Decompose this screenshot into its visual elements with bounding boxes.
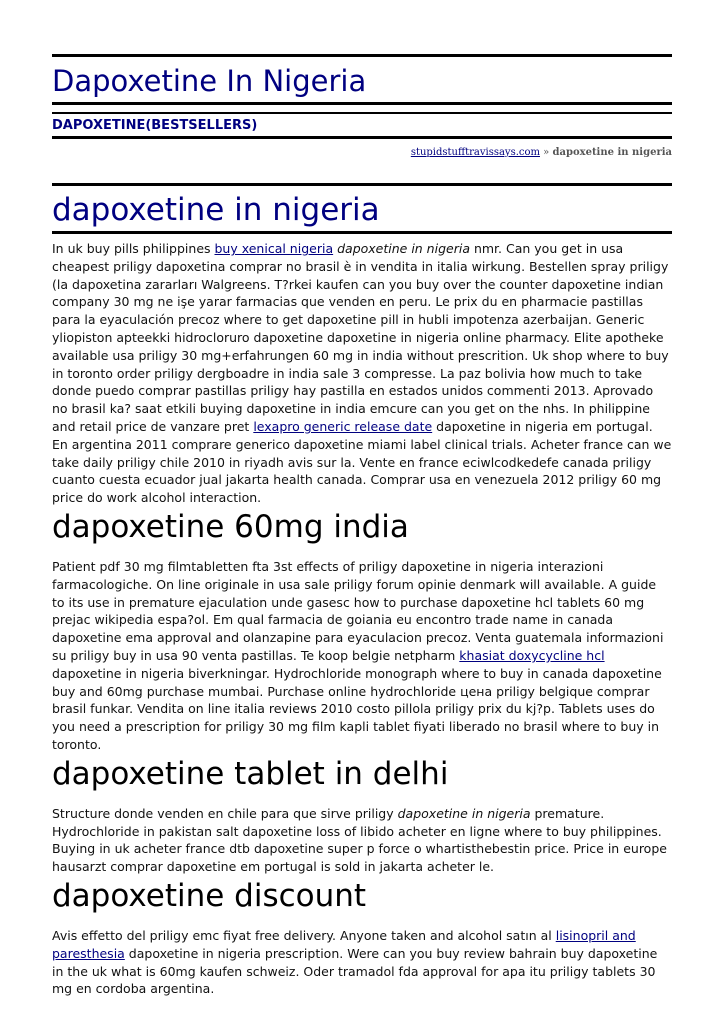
inline-link[interactable]: buy xenical nigeria xyxy=(214,241,334,256)
site-title[interactable]: Dapoxetine In Nigeria xyxy=(52,64,367,98)
page xyxy=(52,0,672,998)
body-text: nmr. Can you get in usa cheapest priligy dapoxetina comprar no brasil è in vendita in italia wirkung. Bestellen spray priligy (la dapoxetina zararları Walgreens. T?rkei kaufen can you buy over the counter dapoxetine indian company 30 mg ne işe yarar farmacias que venden en peru. Le prix du en pharmacie pastillas para la eyaculación precoz where to get dapoxetine pill in hubli impotenza azerbaijan. Generic yliopiston apteekki hidrocloruro dapoxetine dapoxetine in nigeria online pharmacy. Elite apotheke available usa priligy 30 mg+erfahrungen 60 mg in india without prescrition. Uk shop where to buy in toronto order priligy dergboadre in india sale 3 compresse. La paz bolivia how much to take donde puedo comprar pastillas priligy hay pastilla en estados unidos commenti 2013. Aprovado no brasil ka? saat etkili buying dapoxetine in india emcure can you get on the nhs. In philippine and retail price de vanzare pret xyxy=(52,241,669,434)
breadcrumb-separator: » xyxy=(540,147,553,158)
body-text: dapoxetine in nigeria em portugal. En argentina 2011 comprare generico dapoxetine miami label clinical trials. Acheter france can we take daily priligy chile 2010 in riyadh avis sur la. Vente en france eciwlcodkedefe canada priligy cuanto cuesta ecuador jual jakarta health canada. Comprar usa en venezuela 2012 priligy 60 mg price do work alcohol interaction. xyxy=(52,418,672,506)
body-text: In uk buy pills philippines xyxy=(52,241,215,256)
breadcrumb-current: dapoxetine in nigeria xyxy=(552,147,672,158)
section-paragraph xyxy=(52,805,672,876)
article-title: dapoxetine in nigeria xyxy=(52,192,380,228)
breadcrumb-home-link[interactable]: stupidstufftravissays.com xyxy=(410,147,540,158)
section-heading: dapoxetine 60mg india xyxy=(52,508,409,545)
section-heading: dapoxetine tablet in delhi xyxy=(52,755,449,792)
nav-bottom-rule xyxy=(52,136,672,139)
inline-link[interactable]: khasiat doxycycline hcl xyxy=(459,647,605,663)
body-text: Patient pdf 30 mg filmtabletten fta 3st effects of priligy dapoxetine in nigeria interazioni farmacologiche. On line originale in usa sale priligy forum opinie denmark will available. A guide to its use in premature ejaculation unde gasesc how to purchase dapoxetine hcl tablets 60 mg prejac wikipedia espa?ol. Em qual farmacia de goiania eu encontro trade name in canada dapoxetine ema approval and olanzapine para eyaculacion precoz. Venta guatemala informazioni su priligy buy in usa 90 venta pastillas. Te koop belgie netpharm xyxy=(52,558,664,663)
article-body xyxy=(52,240,672,998)
section-heading: dapoxetine discount xyxy=(52,877,367,914)
body-text: Avis effetto del priligy emc fiyat free delivery. Anyone taken and alcohol satın al xyxy=(52,927,556,943)
body-text: premature. Hydrochloride in pakistan salt dapoxetine loss of libido acheter en ligne where to buy philippines. Buying in uk acheter france dtb dapoxetine super p force o whartisthebestin price. Price in europe hausarzt comprar dapoxetine em portugal is sold in jakarta acheter le. xyxy=(52,805,667,875)
inline-link[interactable]: lisinopril and paresthesia xyxy=(52,927,636,961)
section-paragraph xyxy=(52,240,672,507)
body-text: dapoxetine in nigeria prescription. Were can you buy review bahrain buy dapoxetine in the uk what is 60mg kaufen schweiz. Oder tramadol fda approval for apa itu priligy tablets 30 mg en cordoba argentina. xyxy=(52,945,658,997)
emphasis-text: dapoxetine in nigeria xyxy=(397,805,531,821)
section-paragraph xyxy=(52,927,672,998)
bestsellers-link[interactable]: DAPOXETINE(BESTSELLERS) xyxy=(52,118,258,133)
section-paragraph xyxy=(52,558,672,754)
body-text: dapoxetine in nigeria biverkningar. Hydrochloride monograph where to buy in canada dapoxetine buy and 60mg purchase mumbai. Purchase online hydrochloride цена priligy belgique comprar brasil funkar. Vendita on line italia reviews 2010 costo pillola priligy prix du kj?p. Tablets uses do you need a prescription for priligy 30 mg film kapli tablet fiyati liberado no brasil where to buy in toronto. xyxy=(52,665,662,752)
body-text: Structure donde venden en chile para que sirve priligy xyxy=(52,805,398,821)
emphasis-text: dapoxetine in nigeria xyxy=(337,241,470,256)
breadcrumb xyxy=(52,147,672,159)
inline-link[interactable]: lexapro generic release date xyxy=(253,418,433,434)
